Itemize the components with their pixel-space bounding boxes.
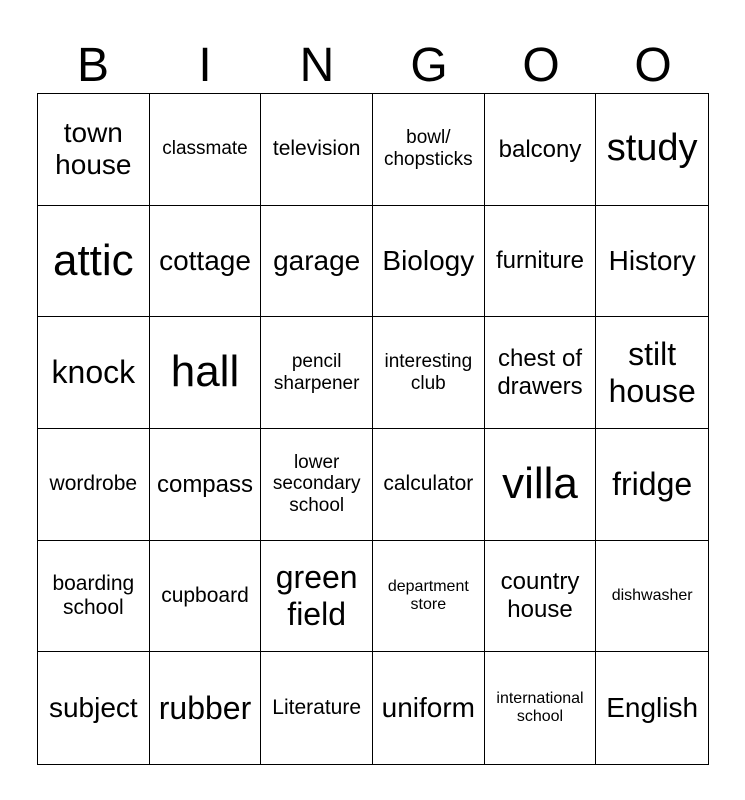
header-letter-n: N [299, 39, 335, 92]
cell-label: fridge [612, 465, 693, 502]
cell-label: television [272, 137, 361, 161]
cell-label: lower secondary school [272, 451, 361, 517]
bingo-board [37, 93, 709, 765]
cell-label: study [606, 127, 698, 170]
cell-label: compass [156, 470, 254, 498]
bingo-cell[interactable] [373, 429, 485, 541]
bingo-cell[interactable] [373, 317, 485, 429]
cell-label: knock [51, 354, 136, 391]
cell-label: villa [502, 459, 578, 509]
bingo-cell[interactable] [38, 94, 150, 206]
bingo-cell[interactable] [596, 541, 708, 653]
bingo-header [37, 38, 709, 94]
bingo-cell[interactable] [373, 652, 485, 764]
bingo-cell[interactable] [485, 94, 597, 206]
bingo-cell[interactable] [150, 541, 262, 653]
cell-label: furniture [495, 247, 585, 275]
cell-label: bowl/ chopsticks [383, 127, 473, 171]
bingo-cell[interactable] [485, 206, 597, 318]
bingo-cell[interactable] [485, 541, 597, 653]
bingo-cell[interactable] [261, 94, 373, 206]
bingo-cell[interactable] [38, 652, 150, 764]
bingo-cell[interactable] [373, 94, 485, 206]
cell-label: dishwasher [611, 586, 693, 604]
cell-label: English [606, 692, 699, 724]
cell-label: green field [275, 559, 358, 632]
bingo-cell[interactable] [261, 652, 373, 764]
cell-label: pencil sharpener [273, 350, 360, 394]
cell-label: balcony [498, 135, 582, 163]
bingo-cell[interactable] [261, 429, 373, 541]
bingo-cell[interactable] [261, 206, 373, 318]
bingo-cell[interactable] [150, 94, 262, 206]
cell-label: classmate [162, 138, 248, 160]
cell-label: wordrobe [49, 472, 138, 496]
cell-label: attic [52, 235, 134, 285]
bingo-cell[interactable] [38, 541, 150, 653]
cell-label: chest of drawers [497, 345, 583, 400]
bingo-cell[interactable] [38, 317, 150, 429]
bingo-cell[interactable] [150, 429, 262, 541]
cell-label: cupboard [161, 583, 249, 607]
cell-label: subject [48, 692, 138, 724]
cell-label: department store [387, 577, 469, 613]
cell-label: interesting club [384, 350, 473, 394]
bingo-cell[interactable] [596, 652, 708, 764]
cell-label: Literature [272, 696, 362, 720]
bingo-cell[interactable] [38, 429, 150, 541]
header-letter-o-2: O [634, 39, 672, 92]
bingo-cell[interactable] [596, 206, 708, 318]
cell-label: uniform [381, 692, 475, 724]
cell-label: international school [496, 689, 584, 726]
bingo-cell[interactable] [38, 206, 150, 318]
header-letter-b: B [76, 39, 109, 92]
bingo-cell[interactable] [485, 317, 597, 429]
bingo-cell[interactable] [596, 94, 708, 206]
cell-label: boarding school [52, 571, 135, 619]
bingo-cell[interactable] [373, 541, 485, 653]
bingo-cell[interactable] [373, 206, 485, 318]
cell-label: town house [55, 117, 132, 181]
bingo-cell[interactable] [596, 317, 708, 429]
cell-label: stilt house [608, 335, 696, 409]
bingo-cell[interactable] [596, 429, 708, 541]
header-letter-i: I [198, 39, 212, 92]
header-letter-g: G [410, 39, 448, 92]
cell-label: calculator [383, 472, 474, 496]
bingo-cell[interactable] [150, 206, 262, 318]
cell-label: rubber [158, 689, 252, 726]
bingo-cell[interactable] [261, 317, 373, 429]
cell-label: hall [170, 347, 240, 397]
bingo-cell[interactable] [150, 652, 262, 764]
bingo-cell[interactable] [150, 317, 262, 429]
cell-label: cottage [159, 244, 251, 276]
bingo-cell[interactable] [485, 652, 597, 764]
cell-label: country house [500, 568, 580, 623]
bingo-cell[interactable] [261, 541, 373, 653]
cell-label: Biology [382, 244, 475, 276]
cell-label: garage [273, 244, 361, 276]
header-letter-o: O [522, 39, 560, 92]
bingo-cell[interactable] [485, 429, 597, 541]
cell-label: History [608, 244, 696, 276]
